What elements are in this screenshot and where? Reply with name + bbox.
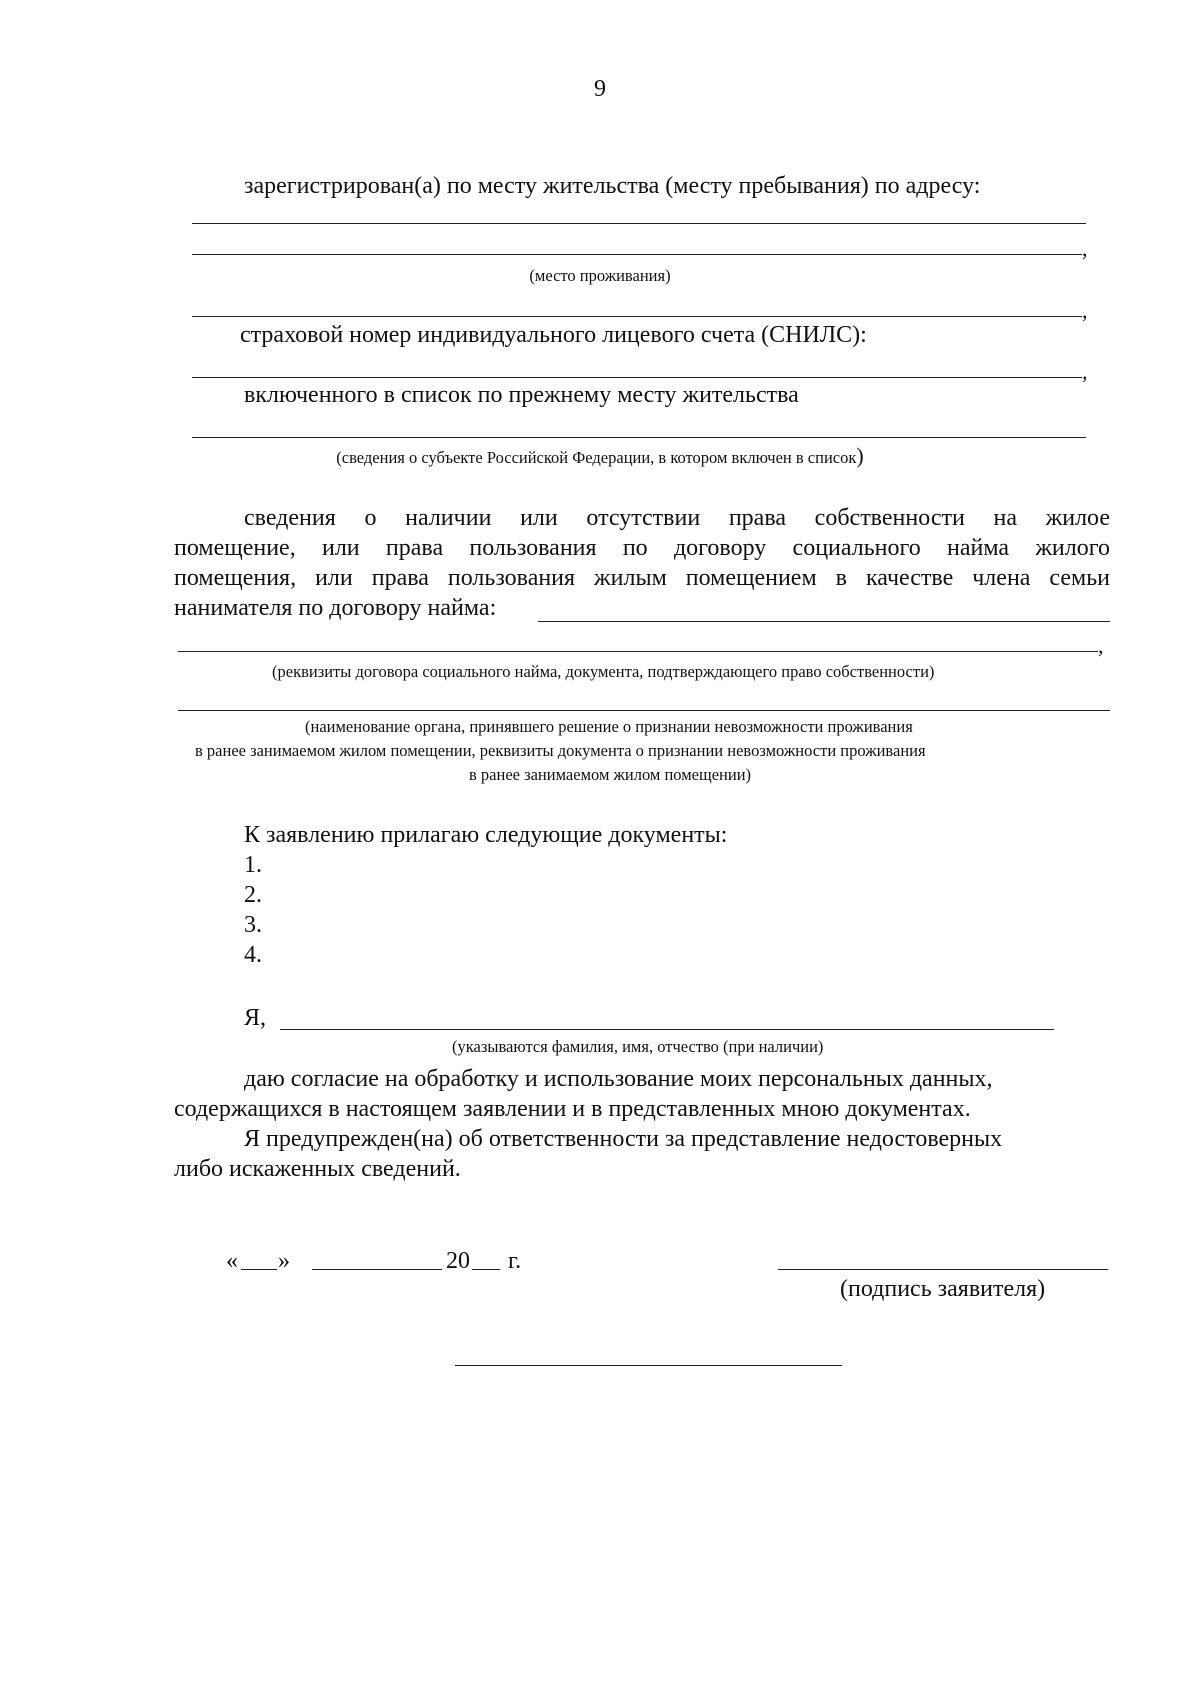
snils-comma: , <box>1082 359 1088 384</box>
date-year-suffix: г. <box>508 1248 522 1274</box>
fio-caption: (указываются фамилия, имя, отчество (при наличии) <box>452 1037 824 1056</box>
consent-line-2: содержащихся в настоящем заявлении и в представленных мною документах. <box>174 1096 971 1122</box>
authority-caption-2: в ранее занимаемом жилом помещении, реквизиты документа о признании невозможности проживания <box>195 741 926 760</box>
contract-line-1[interactable] <box>538 621 1110 622</box>
attach-heading: К заявлению прилагаю следующие документы: <box>244 822 728 848</box>
subject-caption <box>0 443 1200 469</box>
property-line-3: помещения, или права пользования жилым помещением в качестве члена семьи <box>174 565 1110 591</box>
authority-line[interactable] <box>178 710 1110 711</box>
date-year-prefix: 20 <box>446 1248 470 1274</box>
address-line-2[interactable] <box>192 254 1082 255</box>
address-line-1[interactable] <box>192 223 1086 224</box>
snils-label: страховой номер индивидуального лицевого счета (СНИЛС): <box>240 322 867 348</box>
residence-caption: (место проживания) <box>529 266 671 285</box>
date-day-field[interactable] <box>241 1269 277 1270</box>
contract-comma: , <box>1098 633 1104 658</box>
warning-line-1: Я предупрежден(на) об ответственности за представление недостоверных <box>244 1126 1003 1152</box>
date-month-field[interactable] <box>312 1269 442 1270</box>
property-line-2: помещение, или права пользования по договору социального найма жилого <box>174 535 1110 561</box>
residence-line[interactable] <box>192 316 1082 317</box>
date-close-quote: » <box>278 1248 290 1274</box>
authority-caption-1: (наименование органа, принявшего решение о признании невозможности проживания <box>305 717 913 736</box>
attach-item-1: 1. <box>244 852 262 878</box>
subject-line[interactable] <box>192 437 1086 438</box>
included-label: включенного в список по прежнему месту жительства <box>244 382 799 408</box>
address-comma: , <box>1082 236 1088 261</box>
property-line-1: сведения о наличии или отсутствии права собственности на жилое <box>244 505 1110 531</box>
date-year-field[interactable] <box>472 1269 500 1270</box>
date-open-quote: « <box>226 1248 238 1274</box>
signature-line[interactable] <box>778 1269 1108 1270</box>
page-number: 9 <box>594 76 606 102</box>
snils-line[interactable] <box>192 377 1082 378</box>
contract-line-2[interactable] <box>178 651 1098 652</box>
signature-caption: (подпись заявителя) <box>840 1276 1046 1302</box>
attach-item-2: 2. <box>244 882 262 908</box>
authority-caption-3: в ранее занимаемом жилом помещении) <box>469 765 752 784</box>
registered-label: зарегистрирован(а) по месту жительства (месту пребывания) по адресу: <box>244 173 981 199</box>
residence-comma: , <box>1082 298 1088 323</box>
warning-line-2: либо искаженных сведений. <box>174 1156 461 1182</box>
consent-line-1: даю согласие на обработку и использование моих персональных данных, <box>244 1066 993 1092</box>
property-line-4: нанимателя по договору найма: <box>174 595 497 621</box>
bottom-separator <box>455 1365 842 1366</box>
attach-item-4: 4. <box>244 942 262 968</box>
fio-line[interactable] <box>280 1029 1054 1030</box>
i-label: Я, <box>244 1005 267 1031</box>
contract-caption: (реквизиты договора социального найма, документа, подтверждающего право собственности) <box>272 662 935 681</box>
subject-caption-close: ) <box>856 443 864 468</box>
subject-caption-text: (сведения о субъекте Российской Федерации, в котором включен в список <box>336 448 857 467</box>
attach-item-3: 3. <box>244 912 262 938</box>
